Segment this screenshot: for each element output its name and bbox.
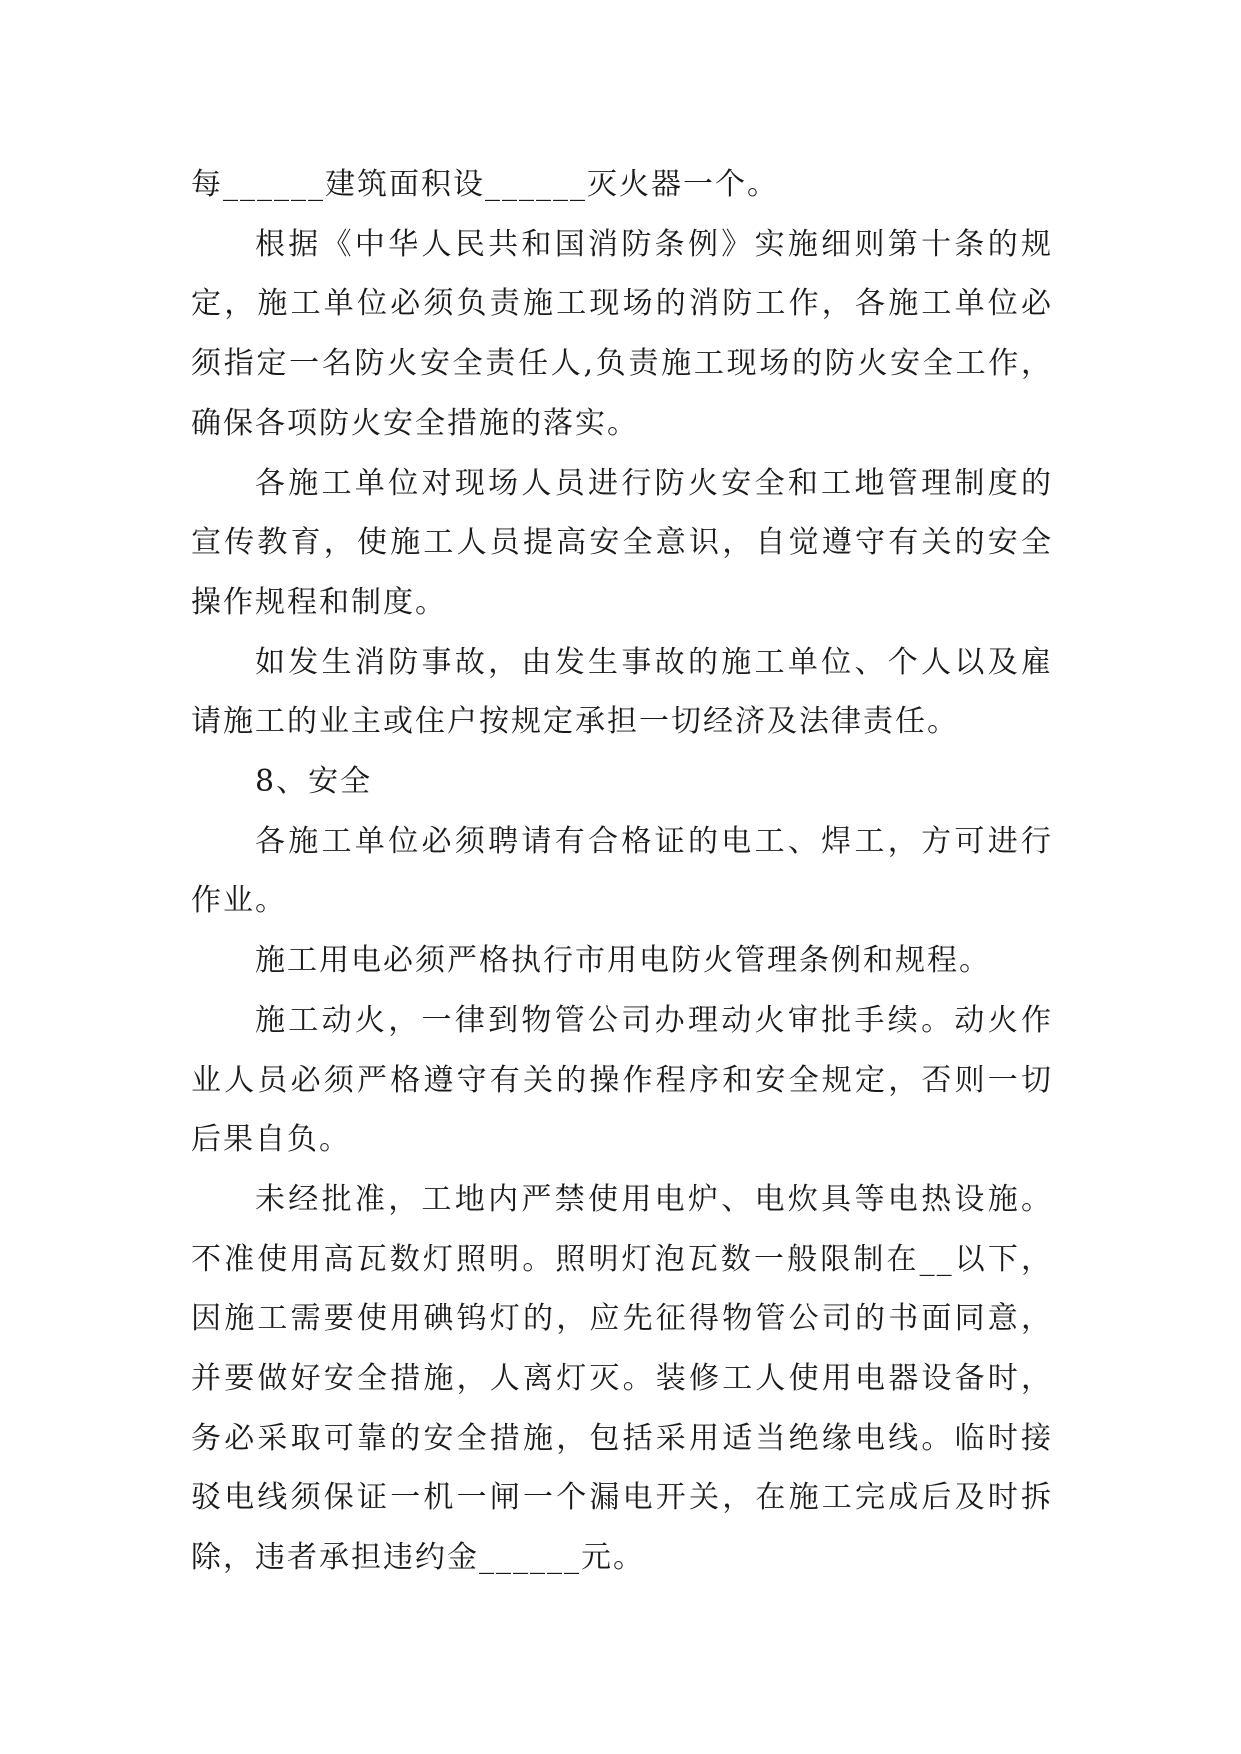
paragraph-certified-workers: 各施工单位必须聘请有合格证的电工、焊工，方可进行作业。 bbox=[191, 823, 1053, 919]
document-body bbox=[191, 155, 1053, 1588]
paragraph-electricity-rules: 施工用电必须严格执行市用电防火管理条例和规程。 bbox=[255, 943, 991, 979]
paragraph-electric-appliances: 未经批准，工地内严禁使用电炉、电炊具等电热设施。不准使用高瓦数灯照明。照明灯泡瓦数一般限制在__以下，因施工需要使用碘钨灯的，应先征得物管公司的书面同意，并要做好安全措施，人离灯灭。装修工人使用电器设备时，务必采取可靠的安全措施，包括采用适当绝缘电线。临时接驳电线须保证一机一闸一个漏电开关，在施工完成后及时拆除，违者承担违约金______元。 bbox=[191, 1181, 1053, 1576]
paragraph-fire-liability: 如发生消防事故，由发生事故的施工单位、个人以及雇请施工的业主或住户按规定承担一切经济及法律责任。 bbox=[191, 644, 1053, 740]
paragraph-extinguisher-rule: 每______建筑面积设______灭火器一个。 bbox=[191, 167, 779, 202]
paragraph-hot-work-approval: 施工动火，一律到物管公司办理动火审批手续。动火作业人员必须严格遵守有关的操作程序和安全规定，否则一切后果自负。 bbox=[191, 1002, 1053, 1158]
paragraph-safety-education: 各施工单位对现场人员进行防火安全和工地管理制度的宣传教育，使施工人员提高安全意识，自觉遵守有关的安全操作规程和制度。 bbox=[191, 465, 1053, 620]
paragraph-fire-regulation: 根据《中华人民共和国消防条例》实施细则第十条的规定，施工单位必须负责施工现场的消防工作，各施工单位必须指定一名防火安全责任人,负责施工现场的防火安全工作，确保各项防火安全措施的落实。 bbox=[191, 226, 1053, 441]
section-heading-safety: 8、安全 bbox=[255, 764, 373, 800]
